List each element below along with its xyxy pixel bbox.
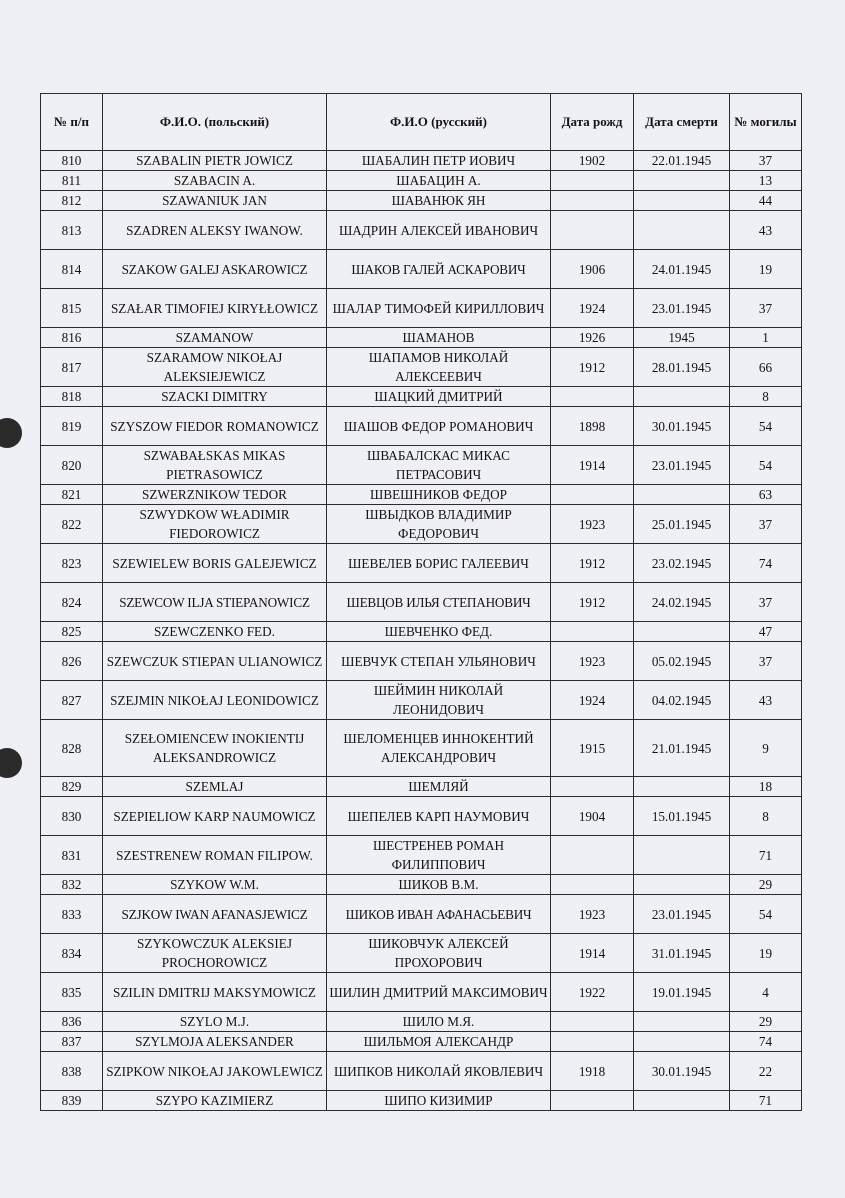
table-row [41, 348, 802, 387]
table-row [41, 836, 802, 875]
cell-number: 821 [41, 485, 103, 505]
cell-birth-date: 1912 [551, 544, 634, 583]
cell-birth-date [551, 211, 634, 250]
table-row [41, 328, 802, 348]
cell-birth-date: 1918 [551, 1052, 634, 1091]
table-row [41, 505, 802, 544]
cell-name-polish: SZEWCOW ILJA STIEPANOWICZ [103, 583, 327, 622]
cell-name-russian: ШАЦКИЙ ДМИТРИЙ [327, 387, 551, 407]
cell-name-polish: SZILIN DMITRIJ MAKSYMOWICZ [103, 973, 327, 1012]
cell-name-polish: SZEPIELIOW KARP NAUMOWICZ [103, 797, 327, 836]
cell-birth-date: 1904 [551, 797, 634, 836]
cell-name-polish: SZEŁOMIENCEW INOKIENTIJ ALEKSANDROWICZ [103, 720, 327, 777]
cell-name-polish: SZARAMOW NIKOŁAJ ALEKSIEJEWICZ [103, 348, 327, 387]
cell-number: 833 [41, 895, 103, 934]
cell-number: 832 [41, 875, 103, 895]
cell-death-date [634, 171, 730, 191]
table-row [41, 171, 802, 191]
cell-death-date: 23.01.1945 [634, 446, 730, 485]
table-row [41, 642, 802, 681]
cell-name-russian: ШАКОВ ГАЛЕЙ АСКАРОВИЧ [327, 250, 551, 289]
cell-number: 835 [41, 973, 103, 1012]
cell-grave-number: 29 [730, 1012, 802, 1032]
col-header-number: № п/п [41, 94, 103, 151]
cell-name-russian: ШВЫДКОВ ВЛАДИМИР ФЕДОРОВИЧ [327, 505, 551, 544]
cell-name-russian: ШЕВЧУК СТЕПАН УЛЬЯНОВИЧ [327, 642, 551, 681]
cell-name-polish: SZEJMIN NIKOŁAJ LEONIDOWICZ [103, 681, 327, 720]
cell-number: 823 [41, 544, 103, 583]
cell-death-date: 15.01.1945 [634, 797, 730, 836]
cell-name-polish: SZYPO KAZIMIERZ [103, 1091, 327, 1111]
cell-birth-date: 1923 [551, 642, 634, 681]
cell-birth-date: 1906 [551, 250, 634, 289]
cell-name-russian: ШИКОВ В.М. [327, 875, 551, 895]
cell-grave-number: 13 [730, 171, 802, 191]
table-row [41, 583, 802, 622]
cell-number: 813 [41, 211, 103, 250]
cell-death-date [634, 836, 730, 875]
table-row [41, 289, 802, 328]
table-row [41, 895, 802, 934]
cell-number: 836 [41, 1012, 103, 1032]
cell-name-russian: ШЕСТРЕНЕВ РОМАН ФИЛИППОВИЧ [327, 836, 551, 875]
table-row [41, 151, 802, 171]
cell-name-polish: SZESTRENEW ROMAN FILIPOW. [103, 836, 327, 875]
cell-death-date [634, 387, 730, 407]
cell-name-russian: ШАМАНОВ [327, 328, 551, 348]
cell-name-polish: SZYLO M.J. [103, 1012, 327, 1032]
cell-name-russian: ШИЛО М.Я. [327, 1012, 551, 1032]
cell-name-polish: SZAKOW GALEJ ASKAROWICZ [103, 250, 327, 289]
cell-name-russian: ШЕМЛЯЙ [327, 777, 551, 797]
cell-birth-date [551, 1091, 634, 1111]
table-row [41, 250, 802, 289]
cell-name-polish: SZABALIN PIETR JOWICZ [103, 151, 327, 171]
cell-death-date [634, 211, 730, 250]
cell-grave-number: 63 [730, 485, 802, 505]
cell-number: 837 [41, 1032, 103, 1052]
table-row [41, 485, 802, 505]
cell-name-polish: SZJKOW IWAN AFANASJEWICZ [103, 895, 327, 934]
cell-name-polish: SZACKI DIMITRY [103, 387, 327, 407]
burial-register-table [40, 93, 802, 1111]
cell-number: 838 [41, 1052, 103, 1091]
cell-name-russian: ШИПО КИЗИМИР [327, 1091, 551, 1111]
cell-name-polish: SZWERZNIKOW TEDOR [103, 485, 327, 505]
cell-birth-date: 1898 [551, 407, 634, 446]
cell-grave-number: 71 [730, 1091, 802, 1111]
cell-birth-date: 1914 [551, 934, 634, 973]
cell-name-russian: ШИПКОВ НИКОЛАЙ ЯКОВЛЕВИЧ [327, 1052, 551, 1091]
cell-grave-number: 74 [730, 1032, 802, 1052]
cell-number: 827 [41, 681, 103, 720]
cell-death-date [634, 622, 730, 642]
cell-birth-date [551, 1032, 634, 1052]
cell-birth-date: 1914 [551, 446, 634, 485]
cell-number: 816 [41, 328, 103, 348]
col-header-birth-date: Дата рожд [551, 94, 634, 151]
cell-name-russian: ШАБАЛИН ПЕТР ИОВИЧ [327, 151, 551, 171]
cell-name-russian: ШАВАНЮК ЯН [327, 191, 551, 211]
cell-name-russian: ШИКОВ ИВАН АФАНАСЬЕВИЧ [327, 895, 551, 934]
cell-death-date [634, 191, 730, 211]
cell-birth-date: 1912 [551, 348, 634, 387]
cell-grave-number: 19 [730, 934, 802, 973]
cell-death-date [634, 1032, 730, 1052]
cell-death-date [634, 1091, 730, 1111]
cell-name-russian: ШЕВЕЛЕВ БОРИС ГАЛЕЕВИЧ [327, 544, 551, 583]
cell-number: 831 [41, 836, 103, 875]
cell-death-date: 21.01.1945 [634, 720, 730, 777]
cell-name-polish: SZYKOW W.M. [103, 875, 327, 895]
col-header-death-date: Дата смерти [634, 94, 730, 151]
cell-grave-number: 44 [730, 191, 802, 211]
table-row [41, 777, 802, 797]
cell-number: 826 [41, 642, 103, 681]
cell-birth-date: 1926 [551, 328, 634, 348]
cell-grave-number: 22 [730, 1052, 802, 1091]
cell-number: 834 [41, 934, 103, 973]
col-header-name-polish: Ф.И.О. (польский) [103, 94, 327, 151]
cell-name-russian: ШЕПЕЛЕВ КАРП НАУМОВИЧ [327, 797, 551, 836]
table-row [41, 934, 802, 973]
cell-birth-date [551, 387, 634, 407]
cell-grave-number: 54 [730, 895, 802, 934]
cell-death-date: 31.01.1945 [634, 934, 730, 973]
table-header-row [41, 94, 802, 151]
cell-name-polish: SZWYDKOW WŁADIMIR FIEDOROWICZ [103, 505, 327, 544]
cell-grave-number: 4 [730, 973, 802, 1012]
cell-name-polish: SZYSZOW FIEDOR ROMANOWICZ [103, 407, 327, 446]
cell-number: 812 [41, 191, 103, 211]
cell-grave-number: 66 [730, 348, 802, 387]
cell-grave-number: 47 [730, 622, 802, 642]
table-row [41, 407, 802, 446]
table-row [41, 191, 802, 211]
cell-number: 824 [41, 583, 103, 622]
cell-birth-date: 1922 [551, 973, 634, 1012]
cell-name-russian: ШВАБАЛСКАС МИКАС ПЕТРАСОВИЧ [327, 446, 551, 485]
cell-birth-date: 1923 [551, 505, 634, 544]
cell-name-polish: SZABACIN A. [103, 171, 327, 191]
table-row [41, 622, 802, 642]
cell-death-date: 22.01.1945 [634, 151, 730, 171]
table-row [41, 720, 802, 777]
table-row [41, 1032, 802, 1052]
cell-number: 822 [41, 505, 103, 544]
cell-grave-number: 37 [730, 642, 802, 681]
punch-hole [0, 418, 22, 448]
cell-grave-number: 29 [730, 875, 802, 895]
cell-name-russian: ШАБАЦИН А. [327, 171, 551, 191]
cell-grave-number: 37 [730, 583, 802, 622]
cell-birth-date [551, 191, 634, 211]
cell-death-date [634, 1012, 730, 1032]
cell-name-russian: ШИЛЬМОЯ АЛЕКСАНДР [327, 1032, 551, 1052]
cell-death-date: 23.02.1945 [634, 544, 730, 583]
cell-grave-number: 1 [730, 328, 802, 348]
cell-name-polish: SZAMANOW [103, 328, 327, 348]
cell-birth-date [551, 622, 634, 642]
cell-name-polish: SZEWIELEW BORIS GALEJEWICZ [103, 544, 327, 583]
cell-name-russian: ШИКОВЧУК АЛЕКСЕЙ ПРОХОРОВИЧ [327, 934, 551, 973]
cell-name-polish: SZEWCZENKO FED. [103, 622, 327, 642]
cell-birth-date: 1924 [551, 681, 634, 720]
table-row [41, 446, 802, 485]
cell-name-russian: ШЕВЧЕНКО ФЕД. [327, 622, 551, 642]
table-row [41, 797, 802, 836]
cell-death-date [634, 485, 730, 505]
cell-number: 817 [41, 348, 103, 387]
cell-death-date [634, 777, 730, 797]
cell-death-date: 04.02.1945 [634, 681, 730, 720]
table-row [41, 1012, 802, 1032]
table-row [41, 1052, 802, 1091]
cell-birth-date [551, 836, 634, 875]
table-row [41, 211, 802, 250]
table-row [41, 1091, 802, 1111]
cell-name-russian: ШЕЛОМЕНЦЕВ ИННОКЕНТИЙ АЛЕКСАНДРОВИЧ [327, 720, 551, 777]
col-header-name-russian: Ф.И.О (русский) [327, 94, 551, 151]
cell-name-russian: ШАЛАР ТИМОФЕЙ КИРИЛЛОВИЧ [327, 289, 551, 328]
cell-grave-number: 37 [730, 289, 802, 328]
cell-death-date: 30.01.1945 [634, 407, 730, 446]
cell-birth-date [551, 171, 634, 191]
cell-birth-date [551, 1012, 634, 1032]
cell-name-polish: SZYKOWCZUK ALEKSIEJ PROCHOROWICZ [103, 934, 327, 973]
punch-hole [0, 748, 22, 778]
cell-grave-number: 8 [730, 797, 802, 836]
cell-grave-number: 54 [730, 407, 802, 446]
cell-number: 818 [41, 387, 103, 407]
table-row [41, 973, 802, 1012]
cell-number: 815 [41, 289, 103, 328]
cell-death-date: 1945 [634, 328, 730, 348]
cell-birth-date: 1923 [551, 895, 634, 934]
cell-birth-date [551, 875, 634, 895]
cell-birth-date: 1912 [551, 583, 634, 622]
cell-death-date: 24.02.1945 [634, 583, 730, 622]
cell-death-date: 25.01.1945 [634, 505, 730, 544]
cell-grave-number: 37 [730, 505, 802, 544]
cell-death-date: 24.01.1945 [634, 250, 730, 289]
cell-birth-date: 1924 [551, 289, 634, 328]
cell-name-polish: SZADREN ALEKSY IWANOW. [103, 211, 327, 250]
cell-number: 828 [41, 720, 103, 777]
table-row [41, 544, 802, 583]
table-row [41, 681, 802, 720]
cell-name-russian: ШАПАМОВ НИКОЛАЙ АЛЕКСЕЕВИЧ [327, 348, 551, 387]
cell-name-polish: SZYLMOJA ALEKSANDER [103, 1032, 327, 1052]
cell-name-russian: ШАДРИН АЛЕКСЕЙ ИВАНОВИЧ [327, 211, 551, 250]
cell-death-date [634, 875, 730, 895]
cell-birth-date [551, 777, 634, 797]
cell-name-russian: ШВЕШНИКОВ ФЕДОР [327, 485, 551, 505]
cell-death-date: 23.01.1945 [634, 289, 730, 328]
cell-grave-number: 8 [730, 387, 802, 407]
cell-birth-date: 1915 [551, 720, 634, 777]
cell-death-date: 05.02.1945 [634, 642, 730, 681]
cell-number: 839 [41, 1091, 103, 1111]
col-header-grave-number: № могилы [730, 94, 802, 151]
cell-number: 811 [41, 171, 103, 191]
cell-number: 830 [41, 797, 103, 836]
cell-name-russian: ШЕВЦОВ ИЛЬЯ СТЕПАНОВИЧ [327, 583, 551, 622]
cell-grave-number: 37 [730, 151, 802, 171]
cell-name-polish: SZAŁAR TIMOFIEJ KIRYŁŁOWICZ [103, 289, 327, 328]
cell-grave-number: 54 [730, 446, 802, 485]
cell-number: 819 [41, 407, 103, 446]
cell-number: 810 [41, 151, 103, 171]
cell-birth-date: 1902 [551, 151, 634, 171]
table-row [41, 387, 802, 407]
cell-grave-number: 71 [730, 836, 802, 875]
cell-name-polish: SZWABAŁSKAS MIKAS PIETRASOWICZ [103, 446, 327, 485]
cell-grave-number: 9 [730, 720, 802, 777]
cell-birth-date [551, 485, 634, 505]
cell-name-russian: ШЕЙМИН НИКОЛАЙ ЛЕОНИДОВИЧ [327, 681, 551, 720]
cell-grave-number: 43 [730, 211, 802, 250]
cell-number: 820 [41, 446, 103, 485]
cell-name-polish: SZEWCZUK STIEPAN ULIANOWICZ [103, 642, 327, 681]
cell-number: 829 [41, 777, 103, 797]
cell-number: 814 [41, 250, 103, 289]
cell-death-date: 23.01.1945 [634, 895, 730, 934]
cell-death-date: 28.01.1945 [634, 348, 730, 387]
cell-number: 825 [41, 622, 103, 642]
cell-death-date: 19.01.1945 [634, 973, 730, 1012]
cell-name-russian: ШАШОВ ФЕДОР РОМАНОВИЧ [327, 407, 551, 446]
cell-death-date: 30.01.1945 [634, 1052, 730, 1091]
cell-name-russian: ШИЛИН ДМИТРИЙ МАКСИМОВИЧ [327, 973, 551, 1012]
cell-name-polish: SZEMLAJ [103, 777, 327, 797]
cell-grave-number: 74 [730, 544, 802, 583]
table-row [41, 875, 802, 895]
cell-grave-number: 43 [730, 681, 802, 720]
cell-grave-number: 18 [730, 777, 802, 797]
cell-grave-number: 19 [730, 250, 802, 289]
cell-name-polish: SZAWANIUK JAN [103, 191, 327, 211]
cell-name-polish: SZIPKOW NIKOŁAJ JAKOWLEWICZ [103, 1052, 327, 1091]
